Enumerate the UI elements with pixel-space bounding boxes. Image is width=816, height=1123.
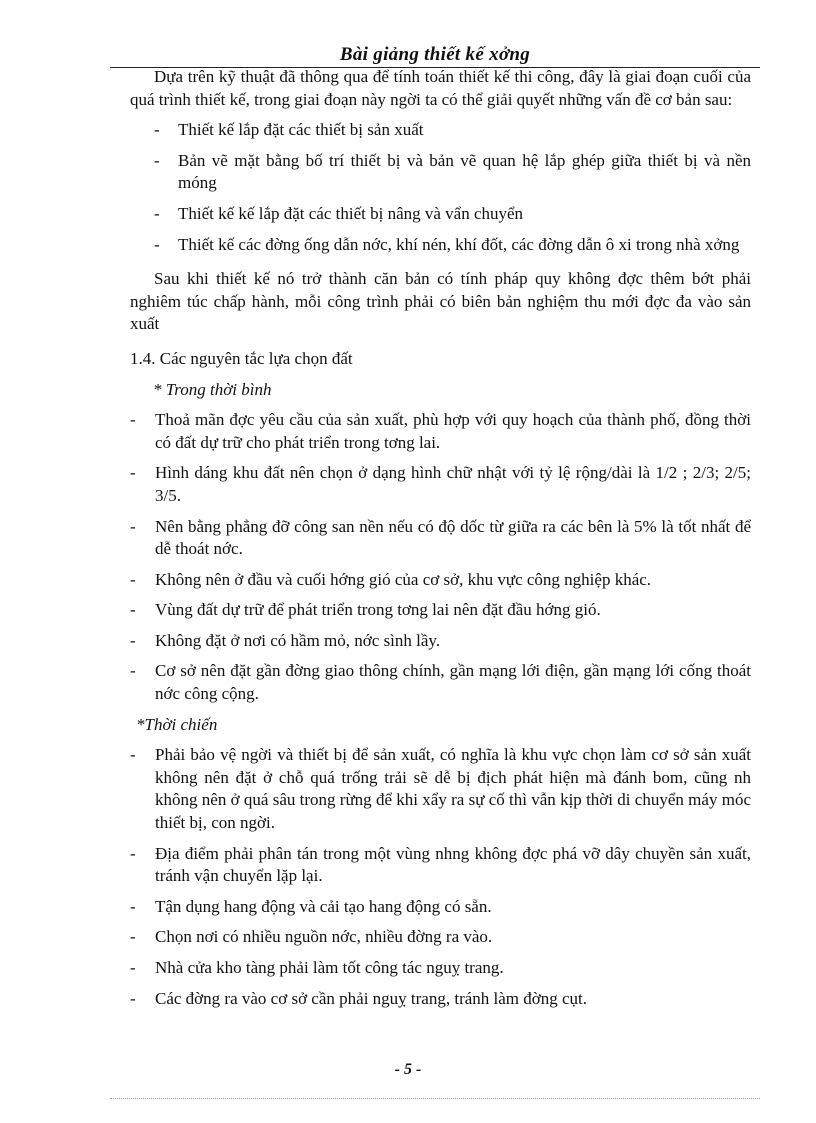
page-number: - 5 - <box>394 1061 422 1078</box>
bullet-dash: - <box>130 958 136 977</box>
list-item-text: Các đờng ra vào cơ sở cần phải nguỵ trang, tránh làm đờng cụt. <box>155 988 588 1008</box>
list-item <box>130 234 751 257</box>
list-item <box>130 896 751 919</box>
bullet-dash: - <box>130 569 136 589</box>
list-item <box>130 203 751 226</box>
wartime-list <box>130 744 751 1010</box>
list-item-text: Thiết kế kế lắp đặt các thiết bị nâng và vẩn chuyển <box>178 203 524 223</box>
page-header-title: Bài giảng thiết kế xởng <box>339 44 531 65</box>
bullet-dash: - <box>130 745 136 765</box>
list-item-text: Địa điểm phải phân tán trong một vùng nhng không đợc phá vỡ dây chuyền sản xuất, tránh vận chuyển lặp lại. <box>155 843 751 886</box>
list-item <box>130 599 751 622</box>
list-item <box>130 119 751 142</box>
after-design-paragraph: Sau khi thiết kế nó trở thành căn bản có tính pháp quy không đợc thêm bớt phải nghiêm túc chấp hành, mỗi công trình phải có biên bản nghiệm thu mới đợc đa vào sản xuất <box>130 269 751 334</box>
list-item-text: Hình dáng khu đất nên chọn ở dạng hình chữ nhật với tỷ lệ rộng/dài là 1/2 ; 2/3; 2/5; 3/5. <box>155 463 751 505</box>
list-item <box>130 957 751 980</box>
list-item <box>130 462 751 507</box>
list-item-text: Không nên ở đầu và cuối hớng gió của cơ sở, khu vực công nghiệp khác. <box>155 569 652 589</box>
intro-paragraph: Dựa trên kỹ thuật đã thông qua để tính toán thiết kế thi công, đây là giai đoạn cuối của quá trình thiết kế, trong giai đoạn này ngời ta có thể giải quyết những vấn đề cơ bản sau: <box>130 67 751 109</box>
list-item-text: Thiết kế các đờng ống dẫn nớc, khí nén, khí đốt, các đờng dẫn ô xi trong nhà xởng <box>178 234 740 254</box>
list-item <box>130 409 751 454</box>
list-item <box>130 744 751 834</box>
bullet-dash: - <box>130 661 136 681</box>
bullet-dash: - <box>130 896 136 916</box>
list-item <box>130 926 751 949</box>
list-item <box>130 988 751 1011</box>
bullet-dash: - <box>130 927 136 947</box>
bullet-dash: - <box>130 988 136 1008</box>
bullet-dash: - <box>130 630 136 650</box>
list-item <box>130 630 751 653</box>
list-item-text: Vùng đất dự trữ để phát triển trong tơng lai nên đặt đầu hớng gió. <box>155 600 601 620</box>
footer-rule <box>110 1098 760 1099</box>
list-item-text: Thoả mãn đợc yêu cầu của sản xuất, phù hợp với quy hoạch của thành phố, đồng thời có đất dự trữ cho phát triển trong tơng lai. <box>155 410 751 452</box>
document-body <box>130 66 751 1018</box>
bullet-dash: - <box>154 203 160 223</box>
list-item-text: Nên bằng phẳng đỡ công san nền nếu có độ dốc từ giữa ra các bên là 5% là tốt nhất để dễ thoát nớc. <box>155 516 751 559</box>
bullet-dash: - <box>154 120 160 140</box>
bullet-dash: - <box>154 234 160 254</box>
list-item <box>130 843 751 888</box>
list-item <box>130 660 751 705</box>
bullet-dash: - <box>130 516 136 536</box>
list-item-text: Thiết kế lắp đặt các thiết bị sản xuất <box>178 120 424 140</box>
list-item-text: Chọn nơi có nhiều nguồn nớc, nhiều đờng ra vào. <box>155 927 493 947</box>
bullet-dash: - <box>130 410 136 430</box>
list-item-text: Cơ sở nên đặt gần đờng giao thông chính, gần mạng lới điện, gần mạng lới cống thoát nớc công cộng. <box>155 661 751 704</box>
design-items-list <box>130 119 751 256</box>
wartime-subheading: *Thời chiến <box>136 714 218 734</box>
peacetime-list <box>130 409 751 706</box>
bullet-dash: - <box>154 150 160 170</box>
section-heading: 1.4. Các nguyên tắc lựa chọn đất <box>130 348 353 368</box>
list-item <box>130 150 751 195</box>
list-item-text: Phải bảo vệ ngời và thiết bị để sản xuất, có nghĩa là khu vực chọn làm cơ sở sản xuất không nên đặt ở chỗ quá trống trải sẽ dễ bị địch phát hiện mà đánh bom, cũng nh không nên ở quá sâu trong rừng để khi xẩy ra sự cố thì vẫn kịp thời di chuyển máy móc thiết bị, con ngời. <box>155 745 751 833</box>
bullet-dash: - <box>130 600 136 620</box>
peacetime-subheading: * Trong thời bình <box>153 379 272 399</box>
list-item <box>130 516 751 561</box>
bullet-dash: - <box>130 843 136 863</box>
list-item-text: Không đặt ở nơi có hầm mỏ, nớc sình lầy. <box>155 630 441 650</box>
list-item-text: Tận dụng hang động và cải tạo hang động có sẵn. <box>155 896 492 916</box>
bullet-dash: - <box>130 463 136 483</box>
list-item-text: Nhà cửa kho tàng phải làm tốt công tác nguỵ trang. <box>155 958 504 977</box>
list-item-text: Bản vẽ mặt bằng bố trí thiết bị và bản vẽ quan hệ lắp ghép giữa thiết bị và nền móng <box>178 150 751 193</box>
list-item <box>130 569 751 592</box>
